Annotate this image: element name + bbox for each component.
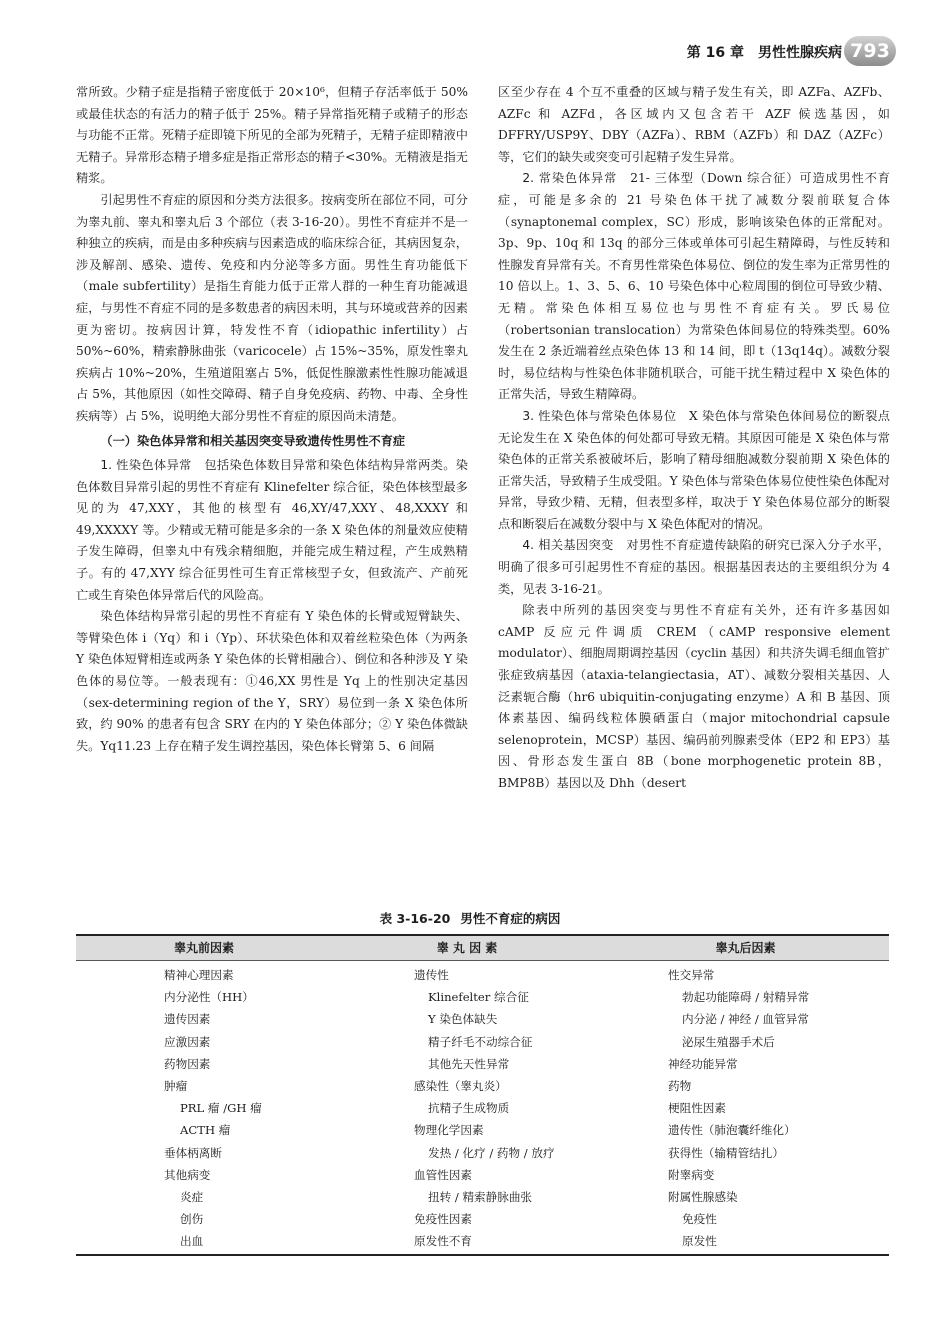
table-cell: 遗传性（肺泡囊纤维化） <box>668 1123 796 1138</box>
table-cell: 垂体柄离断 <box>164 1145 222 1160</box>
table-cell: 遗传因素 <box>164 1012 211 1027</box>
table-header <box>76 936 889 961</box>
table-cell: 药物 <box>668 1078 692 1093</box>
left-column <box>76 82 468 757</box>
table-cell: 血管性因素 <box>414 1167 472 1182</box>
table-cell: 药物因素 <box>164 1056 211 1071</box>
header-pre-testicular: 睾丸前因素 <box>173 941 234 955</box>
table-cell: 发热 / 化疗 / 药物 / 放疗 <box>428 1145 555 1160</box>
table-cell: 勃起功能障碍 / 射精异常 <box>682 990 810 1005</box>
paragraph-body: 21- 三体型（Down 综合征）可造成男性不育症，可能是多余的 21 号染色体干扰了减数分裂前联复合体（synaptonemal complex，SC）形成，影响该染色体的正常配对。3p、9p、10q 和 13q 的部分三体或单体可引起生精障碍，与性反转和性腺发育异常有关。不育男性常染色体易位、倒位的发生率为正常男性的 10 倍以上。1、3、5、6、10 号染色体中心粒周围的倒位可导致少精、无精。常染色体相互易位也与男性不育症有关。罗氏易位（robertsonian translocation）为常染色体间易位的特殊类型。60% 发生在 2 条近端着丝点染色体 13 和 14 间，即 t（13q14q）。减数分裂时，易位结构与性染色体非随机联合，可能干扰生精过程中 X 染色体的正常失活，导致生精障碍。 <box>498 171 890 402</box>
table-cell: 扭转 / 精索静脉曲张 <box>428 1189 533 1204</box>
testicular-column <box>332 964 602 1252</box>
paragraph-lead: 1. 性染色体异常 <box>100 458 192 473</box>
table-cell: Y 染色体缺失 <box>428 1012 498 1027</box>
table-cell: 其他病变 <box>164 1167 211 1182</box>
paragraph-lead: 2. 常染色体异常 <box>522 171 618 186</box>
right-column <box>498 82 890 795</box>
table-cell: 精子纤毛不动综合征 <box>428 1034 533 1049</box>
table-cell: 免疫性 <box>682 1212 717 1227</box>
pre-testicular-column <box>76 964 332 1252</box>
table-cell: 原发性 <box>682 1234 717 1249</box>
table-cell: 物理化学因素 <box>414 1123 484 1138</box>
table-cell: 内分泌性（HH） <box>164 990 254 1005</box>
table-cell: 免疫性因素 <box>414 1212 472 1227</box>
post-testicular-column <box>602 964 889 1252</box>
paragraph: 染色体结构异常引起的男性不育症有 Y 染色体的长臂或短臂缺失、等臂染色体 i（Yq）和 i（Yp）、环状染色体和双着丝粒染色体（为两条 Y 染色体短臂相连或两条 Y 染色体的长臂相融合）、倒位和各种涉及 Y 染色体的易位等。一般表现有：①46,XX 男性是 Yq 上的性别决定基因（sex-determining region of the Y，SRY）易位到一条 X 染色体所致，约 90% 的患者有包含 SRY 在内的 Y 染色体部分；② Y 染色体微缺失。Yq11.23 上存在精子发生调控基因，染色体长臂第 5、6 间隔 <box>76 609 468 753</box>
table-cell: 炎症 <box>180 1189 204 1204</box>
section-heading: （一）染色体异常和相关基因突变导致遗传性男性不育症 <box>100 433 406 448</box>
page-header <box>0 28 950 78</box>
paragraph <box>76 455 468 606</box>
table-cell: 出血 <box>180 1234 204 1249</box>
paragraph-body: 包括染色体数目异常和染色体结构异常两类。染色体数目异常引起的男性不育症有 Klinefelter 综合征，染色体核型最多见的为 47,XXY，其他的核型有 46,XY/47,XXY、48,XXXY 和 49,XXXXY 等。少精或无精可能是多余的一条 X 染色体的剂量效应使精子发生障碍，但睾丸中有残余精细胞，并能完成生精过程，产生成熟精子。有的 47,XYY 综合征男性可生育正常核型子女，但致流产、产前死亡或生育染色体异常后代的风险高。 <box>76 458 468 602</box>
causes-table <box>76 934 889 1256</box>
table-cell: 创伤 <box>180 1212 204 1227</box>
table-cell: ACTH 瘤 <box>180 1123 231 1138</box>
paragraph-body: 对男性不育症遗传缺陷的研究已深入分子水平，明确了很多可引起男性不育症的基因。根据基因表达的主要组织分为 4 类，见表 3-16-21。 <box>498 538 890 596</box>
table-cell: 肿瘤 <box>164 1078 188 1093</box>
table-cell: 抗精子生成物质 <box>428 1101 510 1116</box>
table-cell: 梗阻性因素 <box>668 1101 726 1116</box>
table-cell: 性交异常 <box>668 968 715 982</box>
page-number: 793 <box>844 36 896 66</box>
table-cell: PRL 瘤 /GH 瘤 <box>180 1101 262 1116</box>
table-cell: 遗传性 <box>414 968 449 982</box>
paragraph <box>498 168 890 406</box>
table-cell: 附睾病变 <box>668 1167 715 1182</box>
paragraph <box>498 406 890 536</box>
header-post-testicular: 睾丸后因素 <box>715 941 776 955</box>
table-caption <box>0 909 950 927</box>
table-cell: 获得性（输精管结扎） <box>668 1145 784 1160</box>
table-cell: 应激因素 <box>164 1034 211 1049</box>
paragraph: 除表中所列的基因突变与男性不育症有关外，还有许多基因如 cAMP 反应元件调质 CREM（cAMP responsive element modulator）、细胞周期调控基因（cyclin 基因）和共济失调毛细血管扩张症致病基因（ataxia-telangiectasia，AT）、减数分裂相关基因、人泛素轭合酶（hr6 ubiquitin-conjugating enzyme）A 和 B 基因、顶体素基因、编码线粒体膜硒蛋白（major mitochondrial capsule selenoprotein，MCSP）基因、编码前列腺素受体（EP2 和 EP3）基因、骨形态发生蛋白 8B（bone morphogenetic protein 8B，BMP8B）基因以及 Dhh（desert <box>498 603 890 790</box>
chapter-title: 第 16 章 男性性腺疾病 <box>686 45 842 61</box>
table-cell: 神经功能异常 <box>668 1056 738 1071</box>
paragraph-body: X 染色体与常染色体间易位的断裂点无论发生在 X 染色体的何处都可导致无精。其原因可能是 X 染色体与常染色体的正常关系被破坏后，影响了精母细胞减数分裂前期 X 染色体的正常失活，导致精子生成受阻。Y 染色体与常染色体易位使性染色体配对异常，导致少精、无精，但表型多样，取决于 Y 染色体易位部分的断裂点和断裂后在减数分裂中与 X 染色体配对的情况。 <box>498 408 890 531</box>
table-cell: 内分泌 / 神经 / 血管异常 <box>682 1012 809 1027</box>
table-cell: 原发性不育 <box>414 1234 472 1249</box>
table-number: 表 3-16-20 <box>379 911 451 926</box>
table-body <box>76 961 889 1254</box>
table-cell: Klinefelter 综合征 <box>428 990 529 1005</box>
table-cell: 其他先天性异常 <box>428 1056 510 1071</box>
paragraph: 引起男性不育症的原因和分类方法很多。按病变所在部位不同，可分为睾丸前、睾丸和睾丸后 3 个部位（表 3-16-20）。男性不育症并不是一种独立的疾病，而是由多种疾病与因素造成的临床综合征，其病因复杂，涉及解剖、感染、遗传、免疫和内分泌等多方面。男性生育功能低下（male subfertility）是指生育能力低于正常人群的一种生育功能减退症，与男性不育症不同的是多数患者的病因未明，其与环境或营养的因素更为密切。按病因计算，特发性不育（idiopathic infertility）占 50%~60%，精索静脉曲张（varicocele）占 15%~35%，原发性睾丸疾病占 10%~20%，生殖道阻塞占 5%，低促性腺激素性性腺功能减退占 5%，其他原因（如性交障碍、精子自身免疫病、药物、中毒、全身性疾病等）占 5%，说明绝大部分男性不育症的原因尚未清楚。 <box>76 192 468 423</box>
paragraph <box>498 535 890 600</box>
table-cell: 感染性（睾丸炎） <box>414 1078 507 1093</box>
header-testicular: 睾 丸 因 素 <box>436 941 498 955</box>
paragraph: 区至少存在 4 个互不重叠的区域与精子发生有关，即 AZFa、AZFb、AZFc 和 AZFd，各区域内又包含若干 AZF 候选基因，如 DFFRY/USP9Y、DBY（AZFa）、RBM（AZFb）和 DAZ（AZFc）等，它们的缺失或突变可引起精子发生异常。 <box>498 85 890 164</box>
table-title: 男性不育症的病因 <box>460 911 561 926</box>
paragraph-lead: 4. 相关基因突变 <box>522 538 614 553</box>
table-cell: 附属性腺感染 <box>668 1189 738 1204</box>
table-cell: 泌尿生殖器手术后 <box>682 1034 775 1049</box>
paragraph: 常所致。少精子症是指精子密度低于 20×10⁶，但精子存活率低于 50% 或最佳状态的有活力的精子低于 25%。精子异常指死精子或精子的形态与功能不正常。死精子症即镜下所见的全部为死精子，无精子症即精液中无精子。异常形态精子增多症是指正常形态的精子<30%。无精液是指无精浆。 <box>76 85 468 186</box>
table-cell: 精神心理因素 <box>164 968 234 982</box>
paragraph-lead: 3. 性染色体与常染色体易位 <box>522 408 677 423</box>
